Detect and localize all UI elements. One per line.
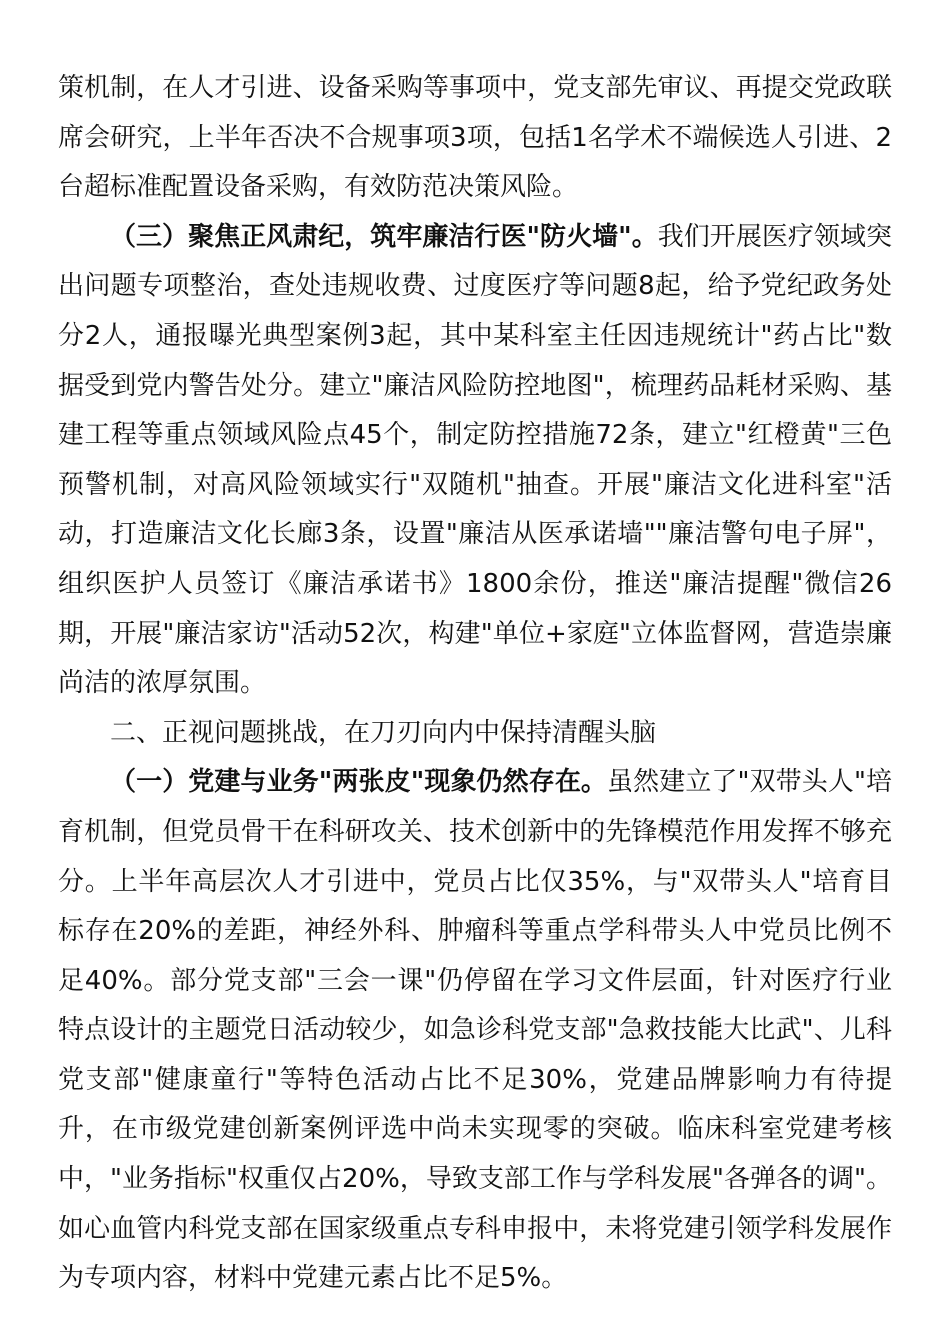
paragraph-body: 我们开展医疗领域突出问题专项整治，查处违规收费、过度医疗等问题8起，给予党纪政务处分2人，通报曝光典型案例3起，其中某科室主任因违规统计"药占比"数据受到党内警告处分。建立"廉洁风险防控地图"，梳理药品耗材采购、基建工程等重点领域风险点45个，制定防控措施72条，建立"红橙黄"三色预警机制，对高风险领域实行"双随机"抽查。开展"廉洁文化进科室"活动，打造廉洁文化长廊3条，设置"廉洁从医承诺墙""廉洁警句电子屏"，组织医护人员签订《廉洁承诺书》1800余份，推送"廉洁提醒"微信26期，开展"廉洁家访"活动52次，构建"单位+家庭"立体监督网，营造崇廉尚洁的浓厚氛围。	[58, 221, 892, 699]
document-page	[58, 64, 892, 1304]
paragraph-body: 虽然建立了"双带头人"培育机制，但党员骨干在科研攻关、技术创新中的先锋模范作用发挥不够充分。上半年高层次人才引进中，党员占比仅35%，与"双带头人"培育目标存在20%的差距，神经外科、肿瘤科等重点学科带头人中党员比例不足40%。部分党支部"三会一课"仍停留在学习文件层面，针对医疗行业特点设计的主题党日活动较少，如急诊科党支部"急救技能大比武"、儿科党支部"健康童行"等特色活动占比不足30%，党建品牌影响力有待提升，在市级党建创新案例评选中尚未实现零的突破。临床科室党建考核中，"业务指标"权重仅占20%，导致支部工作与学科发展"各弹各的调"。如心血管内科党支部在国家级重点专科申报中，未将党建引领学科发展作为专项内容，材料中党建元素占比不足5%。	[58, 767, 893, 1294]
paragraph-lead-heading: （一）党建与业务"两张皮"现象仍然存在。	[110, 767, 608, 798]
paragraph-lead-heading: （三）聚焦正风肃纪，筑牢廉洁行医"防火墙"。	[110, 221, 658, 252]
section-heading: 二、正视问题挑战，在刀刃向内中保持清醒头脑	[110, 717, 657, 748]
paragraph-two-skins-problem	[58, 758, 892, 1304]
paragraph-decision-mechanism: 策机制，在人才引进、设备采购等事项中，党支部先审议、再提交党政联席会研究，上半年否决不合规事项3项，包括1名学术不端候选人引进、2台超标准配置设备采购，有效防范决策风险。	[58, 73, 892, 203]
paragraph-integrity-firewall	[58, 213, 892, 709]
